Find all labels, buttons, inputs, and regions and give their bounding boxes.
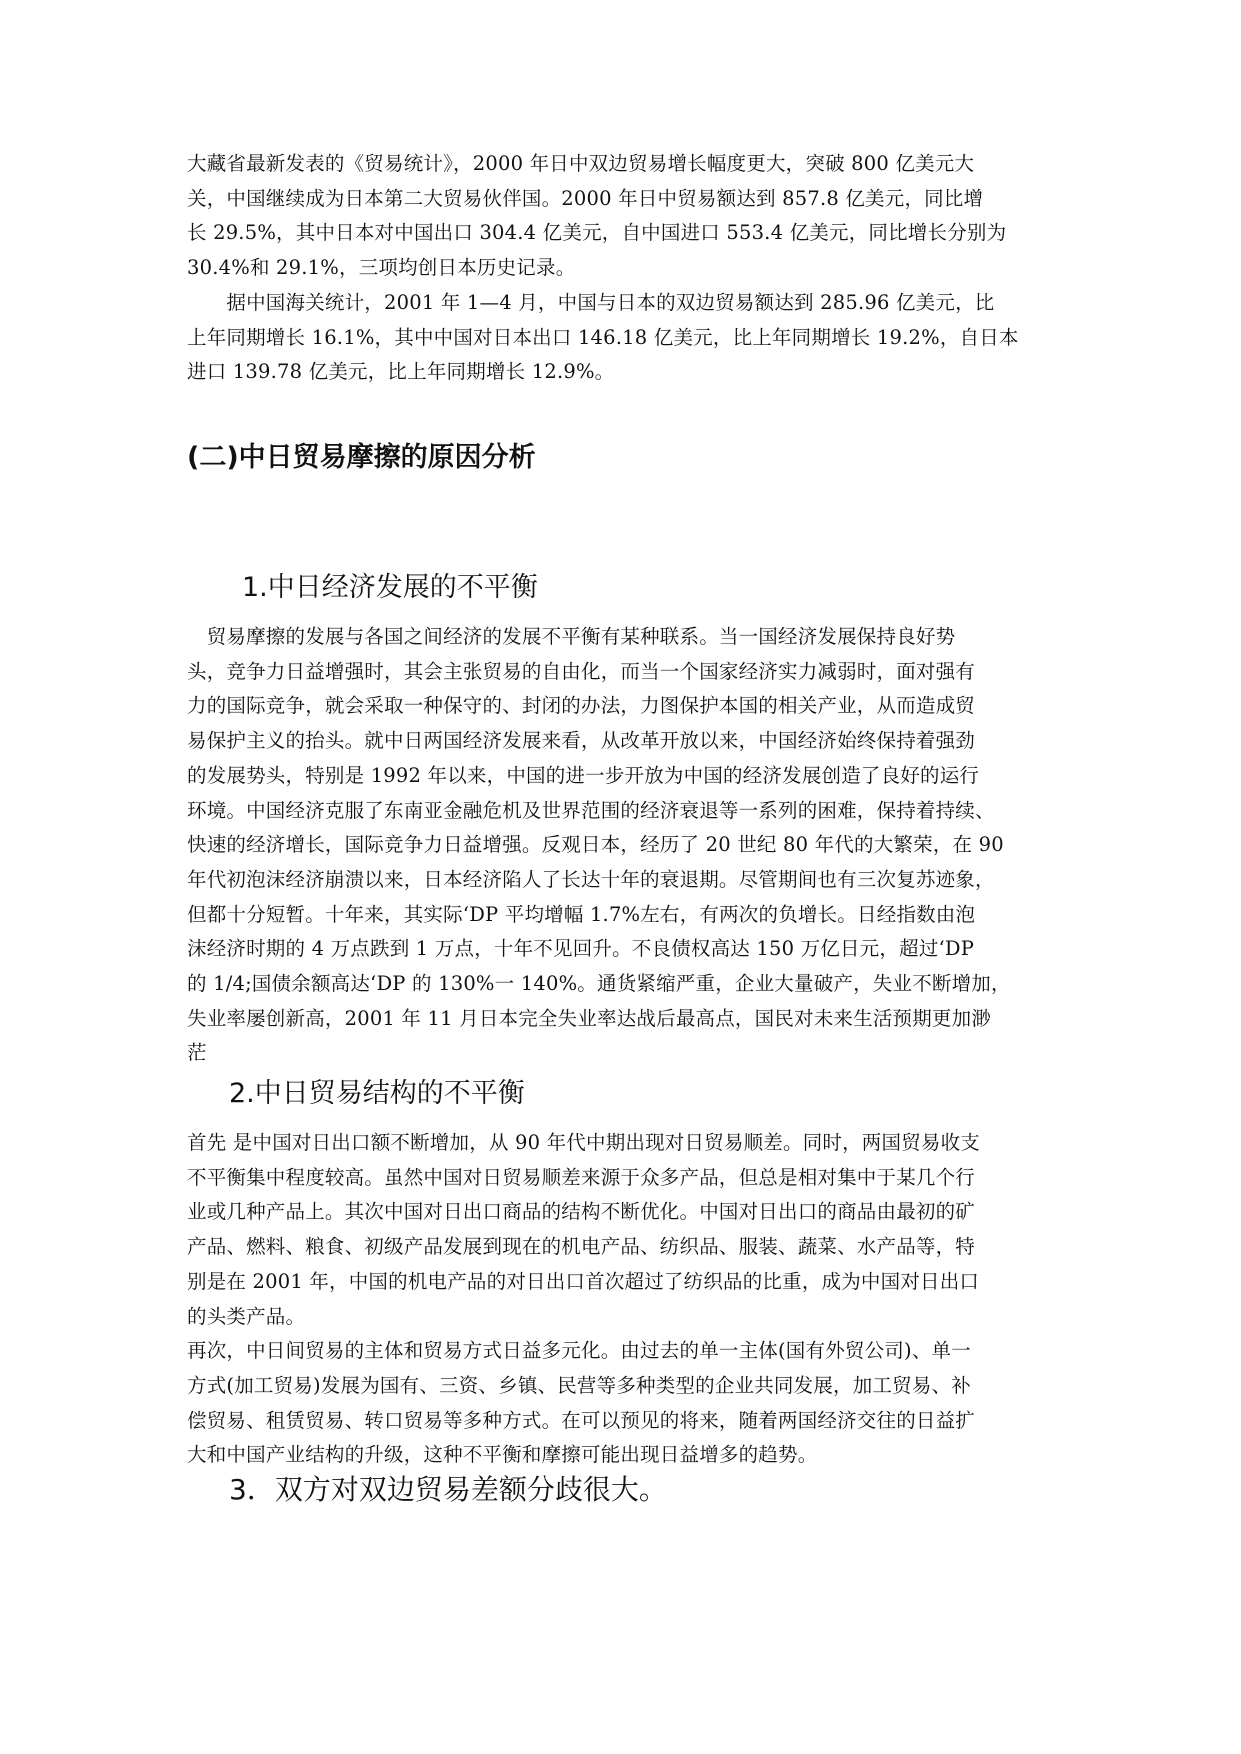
subheading-trade-balance-dispute: 3．双方对双边贸易差额分歧很大。 [229,1473,667,1506]
text-line: 产品、燃料、粮食、初级产品发展到现在的机电产品、纺织品、服装、蔬菜、水产品等，特 [187,1235,976,1259]
text-line: 大和中国产业结构的升级，这种不平衡和摩擦可能出现日益增多的趋势。 [187,1443,818,1467]
subheading-trade-structure-imbalance: 2.中日贸易结构的不平衡 [229,1078,525,1109]
text-line: 偿贸易、租赁贸易、转口贸易等多种方式。在可以预见的将来，随着两国经济交往的日益扩 [187,1408,976,1432]
text-line: 失业率屡创新高，2001 年 11 月日本完全失业率达战后最高点，国民对未来生活预期更加渺 [187,1006,992,1030]
text-line: 但都十分短暂。十年来，其实际‘DP 平均增幅 1.7%左右，有两次的负增长。日经指数由泡 [187,902,976,926]
text-line: 进口 139.78 亿美元，比上年同期增长 12.9%。 [187,360,615,384]
paragraph-trade-statistics-2000 [187,147,1063,286]
text-line: 头，竞争力日益增强时，其会主张贸易的自由化，而当一个国家经济实力减弱时，面对强有 [187,659,976,683]
text-line: 别是在 2001 年，中国的机电产品的对日出口首次超过了纺织品的比重，成为中国对日出口 [187,1269,980,1293]
paragraph-economic-imbalance [187,620,1063,1071]
text-line: 30.4%和 29.1%，三项均创日本历史记录。 [187,256,576,280]
text-line: 年代初泡沫经济崩溃以来，日本经济陷人了长达十年的衰退期。尽管期间也有三次复苏迹象， [187,867,995,891]
subheading-economic-imbalance: 1.中日经济发展的不平衡 [242,572,538,603]
paragraph-trade-structure-imbalance [187,1126,1063,1473]
text-line: 茫 [187,1041,207,1065]
text-line: 方式(加工贸易)发展为国有、三资、乡镇、民营等多种类型的企业共同发展，加工贸易、补 [187,1373,971,1397]
text-line: 关，中国继续成为日本第二大贸易伙伴国。2000 年日中贸易额达到 857.8 亿美元，同比增 [187,186,984,210]
paragraph-customs-statistics-2001 [187,286,1063,390]
text-line: 力的国际竞争，就会采取一种保守的、封闭的办法，力图保护本国的相关产业，从而造成贸 [187,694,976,718]
text-line: 的头类产品。 [187,1304,306,1328]
text-line: 的 1/4;国债余额高达‘DP 的 130%一 140%。通货紧缩严重，企业大量破产，失业不断增加， [187,972,1011,996]
text-line: 的发展势头，特别是 1992 年以来，中国的进一步开放为中国的经济发展创造了良好的运行 [187,763,980,787]
section-heading: (二)中日贸易摩擦的原因分析 [187,442,536,473]
text-line: 快速的经济增长，国际竞争力日益增强。反观日本，经历了 20 世纪 80 年代的大繁荣，在 90 [187,833,1004,857]
text-line: 沫经济时期的 4 万点跌到 1 万点，十年不见回升。不良债权高达 150 万亿日元，超过‘DP [187,937,975,961]
text-line: 上年同期增长 16.1%，其中中国对日本出口 146.18 亿美元，比上年同期增长 19.2%，自日本 [187,325,1019,349]
text-line: 大藏省最新发表的《贸易统计》，2000 年日中双边贸易增长幅度更大，突破 800 亿美元大 [187,152,975,175]
text-line: 环境。中国经济克服了东南亚金融危机及世界范围的经济衰退等一系列的困难，保持着持续、 [187,798,995,822]
text-line: 据中国海关统计，2001 年 1—4 月，中国与日本的双边贸易额达到 285.96 亿美元，比 [187,291,995,314]
text-line: 业或几种产品上。其次中国对日出口商品的结构不断优化。中国对日出口的商品由最初的矿 [187,1200,976,1224]
text-line: 首先 是中国对日出口额不断增加，从 90 年代中期出现对日贸易顺差。同时，两国贸易收支 [187,1131,981,1154]
text-line: 长 29.5%，其中日本对中国出口 304.4 亿美元，自中国进口 553.4 亿美元，同比增长分别为 [187,221,1007,245]
text-line: 不平衡集中程度较高。虽然中国对日贸易顺差来源于众多产品，但总是相对集中于某几个行 [187,1165,976,1189]
text-line: 贸易摩擦的发展与各国之间经济的发展不平衡有某种联系。当一国经济发展保持良好势 [187,625,956,648]
text-line: 易保护主义的抬头。就中日两国经济发展来看，从改革开放以来，中国经济始终保持着强劲 [187,729,976,753]
text-line: 再次，中日间贸易的主体和贸易方式日益多元化。由过去的单一主体(国有外贸公司)、单一 [187,1339,971,1363]
